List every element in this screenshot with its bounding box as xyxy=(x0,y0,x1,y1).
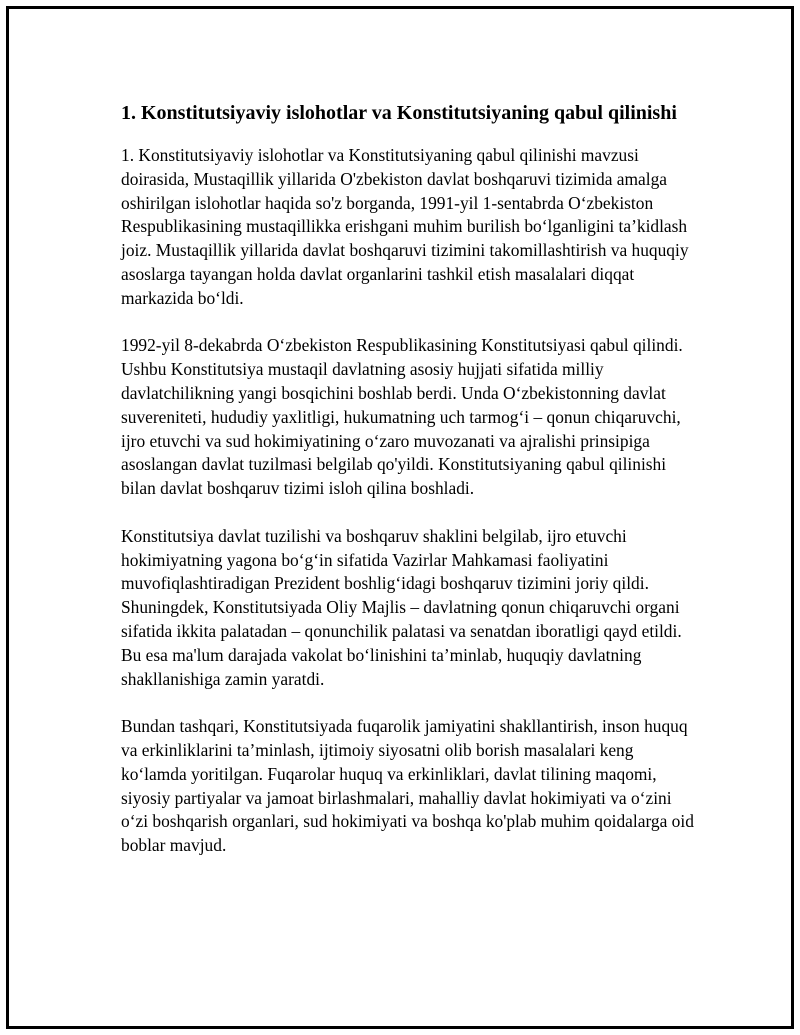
paragraph: Bundan tashqari, Konstitutsiyada fuqarolik jamiyatini shakllantirish, inson huquq va erkinliklarini ta’minlash, ijtimoiy siyosatni olib borish masalalari keng ko‘lamda yoritilgan. Fuqarolar huquq va erkinliklari, davlat tilining maqomi, siyosiy partiyalar va jamoat birlashmalari, mahalliy davlat hokimiyati va o‘zini o‘zi boshqarish organlari, sud hokimiyati va boshqa ko'plab muhim qoidalarga oid boblar mavjud. xyxy=(121,716,694,856)
page-frame xyxy=(6,6,794,1029)
paragraph: 1. Konstitutsiyaviy islohotlar va Konstitutsiyaning qabul qilinishi mavzusi doirasida, Mustaqillik yillarida O'zbekiston davlat boshqaruvi tizimida amalga oshirilgan islohotlar haqida so'z borganda, 1991-yil 1-sentabrda O‘zbekiston Respublikasining mustaqillikka erishgani muhim burilish bo‘lganligini ta’kidlash joiz. Mustaqillik yillarida davlat boshqaruvi tizimini takomillashtirish va huquqiy asoslarga tayangan holda davlat organlarini tashkil etish masalalari diqqat markazida bo‘ldi. xyxy=(121,145,689,308)
paragraph: 1992-yil 8-dekabrda O‘zbekiston Respublikasining Konstitutsiyasi qabul qilindi. Ushbu Konstitutsiya mustaqil davlatning asosiy hujjati sifatida milliy davlatchilikning yangi bosqichini boshlab berdi. Unda O‘zbekistonning davlat suvereniteti, hududiy yaxlitligi, hukumatning uch tarmog‘i – qonun chiqaruvchi, ijro etuvchi va sud hokimiyatining o‘zaro muvozanati va ajralishi prinsipiga asoslangan davlat tuzilmasi belgilab qo'yildi. Konstitutsiyaning qabul qilinishi bilan davlat boshqaruv tizimi isloh qilina boshladi. xyxy=(121,335,683,499)
document-body xyxy=(121,101,697,882)
paragraph: Konstitutsiya davlat tuzilishi va boshqaruv shaklini belgilab, ijro etuvchi hokimiyatning yagona bo‘g‘in sifatida Vazirlar Mahkamasi faoliyatini muvofiqlashtiradigan Prezident boshlig‘idagi boshqaruv tizimini joriy qildi. Shuningdek, Konstitutsiyada Oliy Majlis – davlatning qonun chiqaruvchi organi sifatida ikkita palatadan – qonunchilik palatasi va senatdan iboratligi qayd etildi. Bu esa ma'lum darajada vakolat bo‘linishini ta’minlab, huquqiy davlatning shakllanishiga zamin yaratdi. xyxy=(121,525,682,689)
document-title: 1. Konstitutsiyaviy islohotlar va Konstitutsiyaning qabul qilinishi xyxy=(121,102,677,124)
